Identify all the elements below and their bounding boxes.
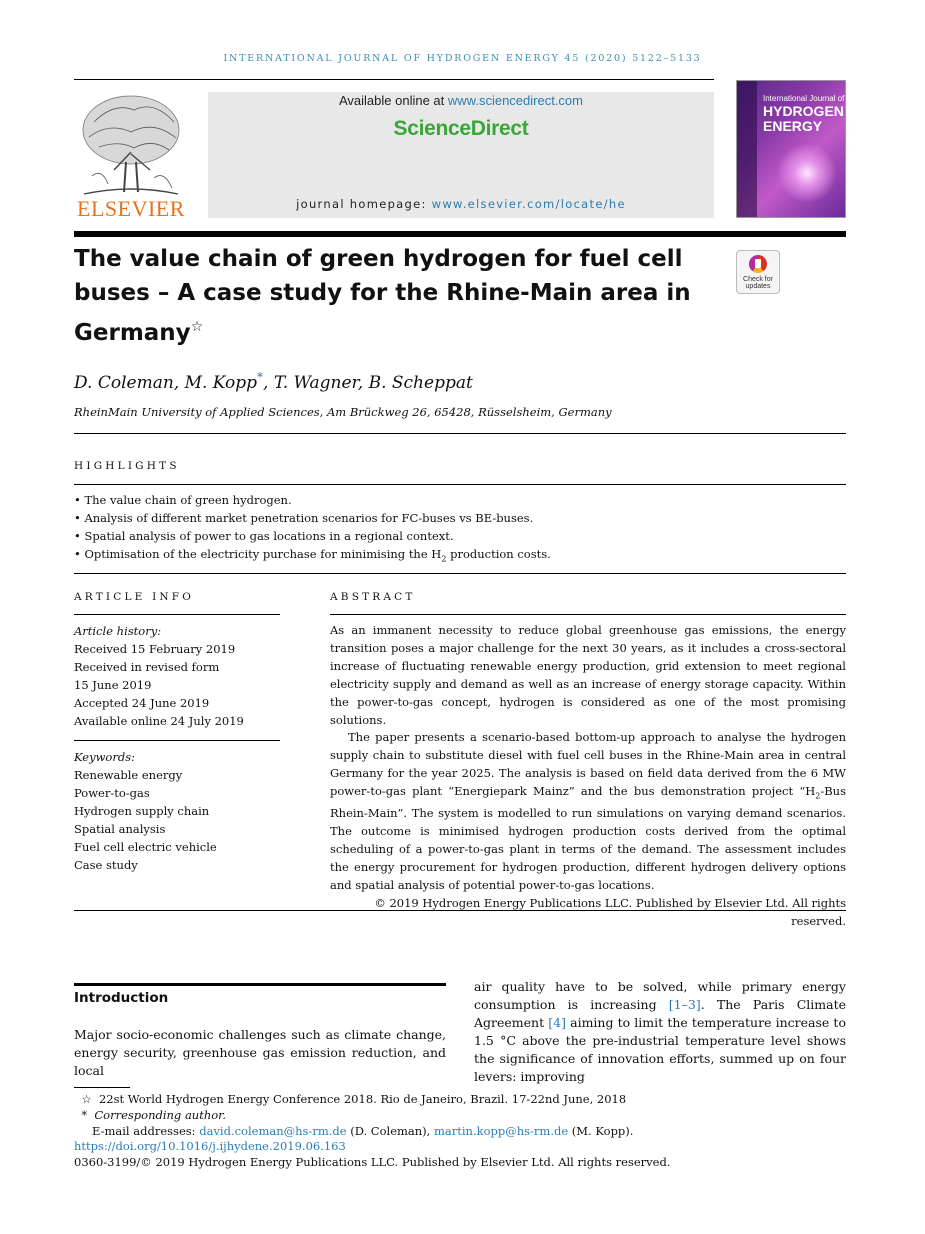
journal-cover-thumbnail [736,80,846,218]
sciencedirect-logo: ScienceDirect [393,117,529,140]
doi-line [74,1138,346,1154]
keywords [74,748,280,874]
history-entry: Available online 24 July 2019 [74,714,244,728]
abstract-p2-tail: -Bus Rhein-Main”. The system is modelled to run simulations on varying demand scenarios. The outcome is minimised hydrogen production costs derived from the optimal scheduling of a power-to-gas plant in terms of the demand. The assessment includes the energy procurement for hydrogen production, different hydrogen delivery options and spatial analysis of potential power-to-gas locations. [330,784,846,892]
citation-link[interactable]: [4] [548,1015,566,1030]
keyword: Renewable energy [74,768,183,782]
citation-link[interactable]: [1–3] [668,997,701,1012]
highlight-subscript: 2 [441,554,447,564]
footnote-emails [92,1123,633,1139]
journal-homepage-link[interactable]: www.elsevier.com/locate/he [431,197,626,211]
keyword: Spatial analysis [74,822,166,836]
history-entry: Received 15 February 2019 [74,642,236,656]
highlight-last-text: • Optimisation of the electricity purchase for minimising the H [74,547,442,561]
title-footnote-mark[interactable]: ☆ [190,319,204,335]
history-entry: 15 June 2019 [74,678,152,692]
corresponding-author-mark[interactable]: * [257,370,264,384]
introduction-heading: Introduction [74,990,169,1006]
footnote-mark-star: ☆ [81,1092,92,1106]
abstract-copyright: © 2019 Hydrogen Energy Publications LLC. Published by Elsevier Ltd. All rights reserved. [374,895,846,928]
highlight-last-tail: production costs. [446,547,551,561]
article-info-rule [74,614,280,615]
article-title [74,242,714,350]
footnote-conference [74,1091,626,1107]
check-for-updates-button[interactable] [736,250,780,294]
introduction-col1-text: Major socio-economic challenges such as climate change, energy security, greenhouse gas emission reduction, and local [74,1027,446,1078]
footnote-conference-text: 22st World Hydrogen Energy Conference 2018. Rio de Janeiro, Brazil. 17-22nd June, 2018 [98,1092,627,1106]
footnote-corresponding-text: Corresponding author. [94,1108,227,1122]
elsevier-wordmark: ELSEVIER [77,196,185,221]
check-label-line1: Check for [743,276,773,283]
authors-part1: D. Coleman, M. Kopp [74,373,258,393]
highlight-item: • Spatial analysis of power to gas locations in a regional context. [74,529,454,543]
history-entry: Received in revised form [74,660,220,674]
title-top-bar [74,231,846,237]
keyword: Case study [74,858,138,872]
abstract-rule [330,614,846,615]
highlights-heading-rule [74,484,846,485]
highlights-list [74,491,551,568]
author-list [74,370,473,393]
cover-title-line2: HYDROGEN [763,103,844,119]
highlights-heading: HIGHLIGHTS [74,460,180,472]
available-online-line [208,93,714,108]
header-rule [74,79,714,80]
article-history-label: Article history: [74,624,162,638]
abstract-body [330,622,846,931]
col2-text-b: . The Paris Climate Agreement [474,997,846,1030]
affiliation: RheinMain University of Applied Sciences, Am Brückweg 26, 65428, Rüsselsheim, Germany [74,405,612,419]
cover-title-line1: International Journal of [763,94,845,103]
footnote-mark-asterisk: * [81,1108,88,1122]
check-for-updates-label [737,276,779,290]
journal-running-header: INTERNATIONAL JOURNAL OF HYDROGEN ENERGY 45 (2020) 5122–5133 [223,53,702,64]
issn-line: 0360-3199/© 2019 Hydrogen Energy Publications LLC. Published by Elsevier Ltd. All rights reserved. [74,1155,671,1169]
highlights-top-rule [74,433,846,434]
keyword: Power-to-gas [74,786,150,800]
col2-text-c: aiming to limit the temperature increase to 1.5 °C above the pre-industrial temperature level shows the significance of innovation efforts, summed up on four levers: improving [474,1015,846,1084]
cover-glow-graphic [777,143,837,203]
highlight-item [74,545,551,568]
authors-part2: , T. Wagner, B. Scheppat [263,373,473,393]
doi-link[interactable]: https://doi.org/10.1016/j.ijhydene.2019.06.163 [74,1139,346,1153]
journal-homepage-label: journal homepage: [296,197,432,211]
keyword: Hydrogen supply chain [74,804,210,818]
email1-author: (D. Coleman), [346,1124,434,1138]
footnote-rule [74,1087,130,1088]
email-link-coleman[interactable]: david.coleman@hs-rm.de [199,1124,347,1138]
keyword: Fuel cell electric vehicle [74,840,217,854]
highlight-item: • Analysis of different market penetration scenarios for FC-buses vs BE-buses. [74,511,534,525]
history-entry: Accepted 24 June 2019 [74,696,210,710]
email-link-kopp[interactable]: martin.kopp@hs-rm.de [433,1124,569,1138]
abstract-heading: ABSTRACT [330,591,416,603]
abstract-bottom-rule [74,910,846,911]
footnote-corresponding [74,1107,226,1123]
article-title-text: The value chain of green hydrogen for fuel cell buses – A case study for the Rhine-Main area in Germany [74,246,691,346]
keywords-rule [74,740,280,741]
highlights-bottom-rule [74,573,846,574]
abstract-subscript: 2 [815,791,821,801]
introduction-col2-text [474,978,846,1086]
sciencedirect-link[interactable]: www.sciencedirect.com [447,93,583,108]
abstract-paragraph-2 [330,729,846,894]
crossmark-icon [749,255,767,273]
intro-top-bar [74,983,446,986]
cover-title-line3: ENERGY [763,118,823,134]
article-info-heading: ARTICLE INFO [74,591,195,603]
email-label: E-mail addresses: [92,1124,200,1138]
abstract-p2-text: The paper presents a scenario-based bottom-up approach to analyse the hydrogen supply chain to substitute diesel with fuel cell buses in the Rhine-Main area in central Germany for the year 2025. The analysis is based on field data derived from the 6 MW power-to-gas plant “Energiepark Mainz” and the bus demonstration project “H [330,730,846,799]
check-label-line2: updates [745,283,771,290]
keywords-label: Keywords: [74,750,135,764]
cover-side-strip [737,81,757,218]
highlight-item: • The value chain of green hydrogen. [74,493,292,507]
journal-homepage-line [208,197,714,211]
cover-title [763,95,845,133]
email2-author: (M. Kopp). [568,1124,634,1138]
available-online-label: Available online at [338,93,448,108]
abstract-paragraph-1: As an immanent necessity to reduce global greenhouse gas emissions, the energy transition poses a major challenge for the next 30 years, as it includes a cross-sectoral increase of fluctuating renewable energy production, grid extension to meet regional electricity supply and demand as well as an increase of energy storage capacity. Within the power-to-gas concept, hydrogen is considered as one of the most promising solutions. [330,623,846,727]
col2-text-a: air quality have to be solved, while primary energy consumption is increasing [474,979,846,1012]
article-history [74,622,280,730]
